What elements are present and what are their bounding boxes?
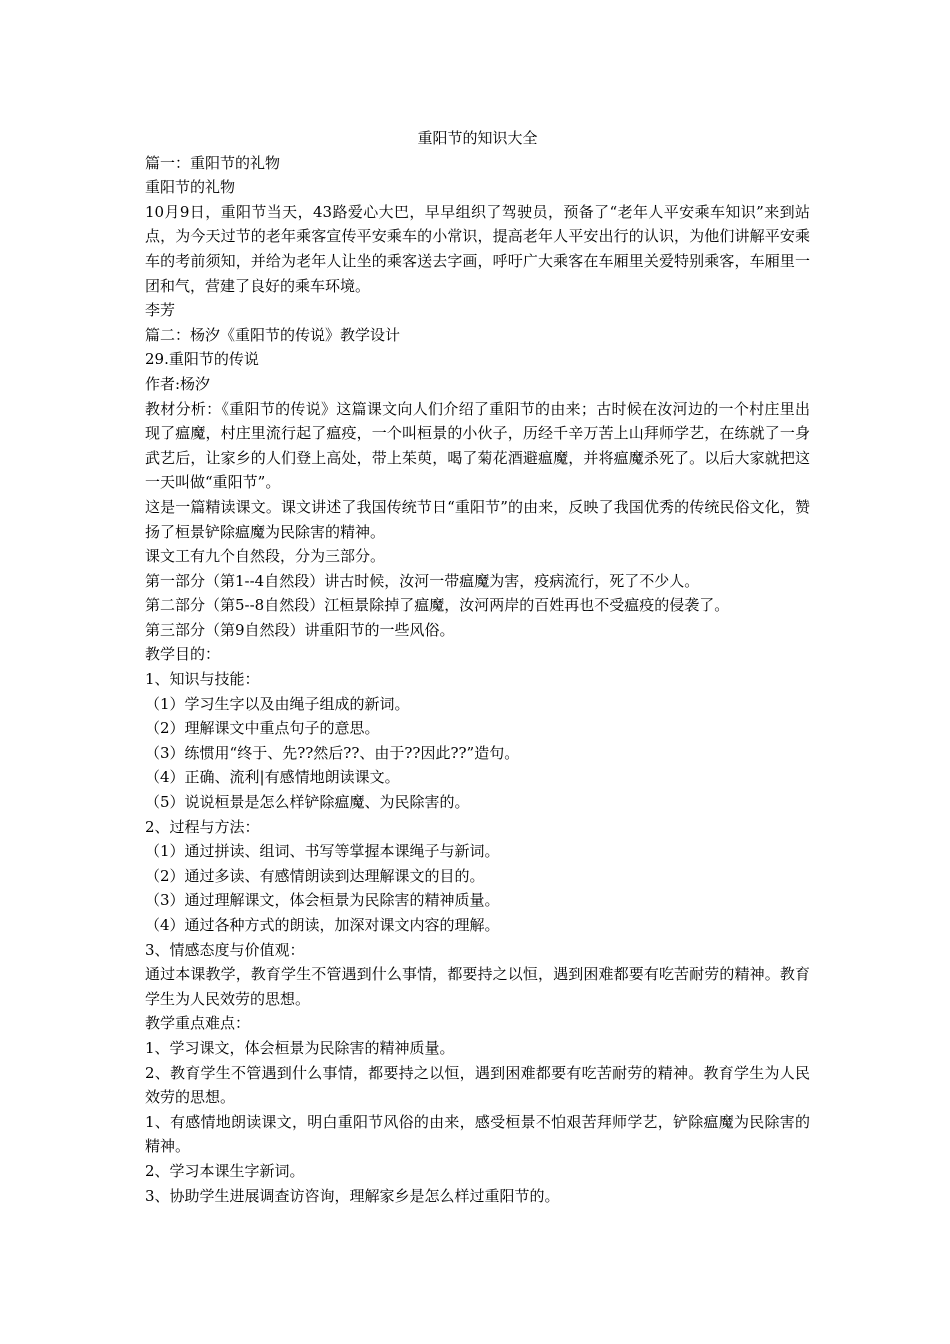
paragraph: 第一部分（第1--4自然段）讲古时候，汝河一带瘟魔为害，疫病流行，死了不少人。	[145, 571, 700, 590]
paragraph: 教材分析：《重阳节的传说》这篇课文向人们介绍了重阳节的由来；古时候在汝河边的一个村庄里出现了瘟魔，村庄里流行起了瘟疫，一个叫桓景的小伙子，历经千辛万苦上山拜师学艺，在练就了一身武艺后，让家乡的人们登上高处，带上茱萸，喝了菊花酒避瘟魔，并将瘟魔杀死了。以后大家就把这一天叫做“重阳节”。	[145, 399, 810, 492]
paragraph: 教学重点难点：	[145, 1014, 251, 1033]
paragraph: （3）通过理解课文，体会桓景为民除害的精神质量。	[145, 891, 500, 910]
paragraph: 通过本课教学，教育学生不管遇到什么事情，都要持之以恒，遇到困难都要有吃苦耐劳的精神。教育学生为人民效劳的思想。	[145, 965, 810, 1008]
paragraph: 李芳	[145, 301, 176, 320]
paragraph: 1、学习课文，体会桓景为民除害的精神质量。	[145, 1038, 455, 1057]
paragraph: 重阳节的礼物	[145, 178, 236, 197]
paragraph: 2、学习本课生字新词。	[145, 1161, 305, 1180]
document-body	[145, 126, 810, 1208]
paragraph: 篇一：重阳节的礼物	[145, 153, 281, 172]
paragraph: 3、情感态度与价值观：	[145, 940, 305, 959]
paragraph: （1）通过拼读、组词、书写等掌握本课绳子与新词。	[145, 842, 500, 861]
paragraph: （4）通过各种方式的朗读，加深对课文内容的理解。	[145, 916, 500, 934]
paragraph: 课文工有九个自然段，分为三部分。	[145, 547, 386, 566]
paragraph: （2）通过多读、有感情朗读到达理解课文的目的。	[145, 866, 485, 885]
paragraph: 作者:杨汐	[145, 374, 211, 393]
paragraph-list	[145, 151, 810, 1209]
paragraph: （3）练惯用“终于、先??然后??、由于??因此??”造句。	[145, 743, 520, 762]
paragraph: 教学目的：	[145, 645, 221, 664]
paragraph: 10月9日，重阳节当天，43路爱心大巴，早早组织了驾驶员，预备了“老年人平安乘车知识”来到站点，为今天过节的老年乘客宣传平安乘车的小常识，提高老年人平安出行的认识，为他们讲解平安乘车的考前须知，并给为老年人让坐的乘客送去字画，呼吁广大乘客在车厢里关爱特别乘客，车厢里一团和气，营建了良好的乘车环境。	[145, 202, 810, 295]
paragraph: 这是一篇精读课文。课文讲述了我国传统节日“重阳节”的由来，反映了我国优秀的传统民俗文化，赞扬了桓景铲除瘟魔为民除害的精神。	[145, 497, 810, 541]
paragraph: （1）学习生字以及由绳子组成的新词。	[145, 694, 410, 713]
paragraph: 第三部分（第9自然段）讲重阳节的一些风俗。	[145, 620, 455, 639]
paragraph: 29.重阳节的传说	[145, 350, 259, 369]
document-title: 重阳节的知识大全	[417, 129, 538, 147]
paragraph: 2、过程与方法：	[145, 817, 260, 836]
paragraph: 第二部分（第5--8自然段）江桓景除掉了瘟魔，汝河两岸的百姓再也不受瘟疫的侵袭了。	[145, 596, 730, 615]
paragraph: （4）正确、流利|有感情地朗读课文。	[145, 768, 400, 787]
paragraph: 1、知识与技能：	[145, 670, 260, 689]
paragraph: 篇二：杨汐《重阳节的传说》教学设计	[145, 325, 401, 344]
paragraph: 1、有感情地朗读课文，明白重阳节风俗的由来，感受桓景不怕艰苦拜师学艺，铲除瘟魔为民除害的精神。	[145, 1112, 810, 1156]
paragraph: 3、协助学生进展调查访咨询，理解家乡是怎么样过重阳节的。	[145, 1186, 560, 1205]
paragraph: （5）说说桓景是怎么样铲除瘟魔、为民除害的。	[145, 793, 470, 812]
paragraph: （2）理解课文中重点句子的意思。	[145, 719, 380, 738]
paragraph: 2、教育学生不管遇到什么事情，都要持之以恒，遇到困难都要有吃苦耐劳的精神。教育学生为人民效劳的思想。	[145, 1063, 810, 1107]
